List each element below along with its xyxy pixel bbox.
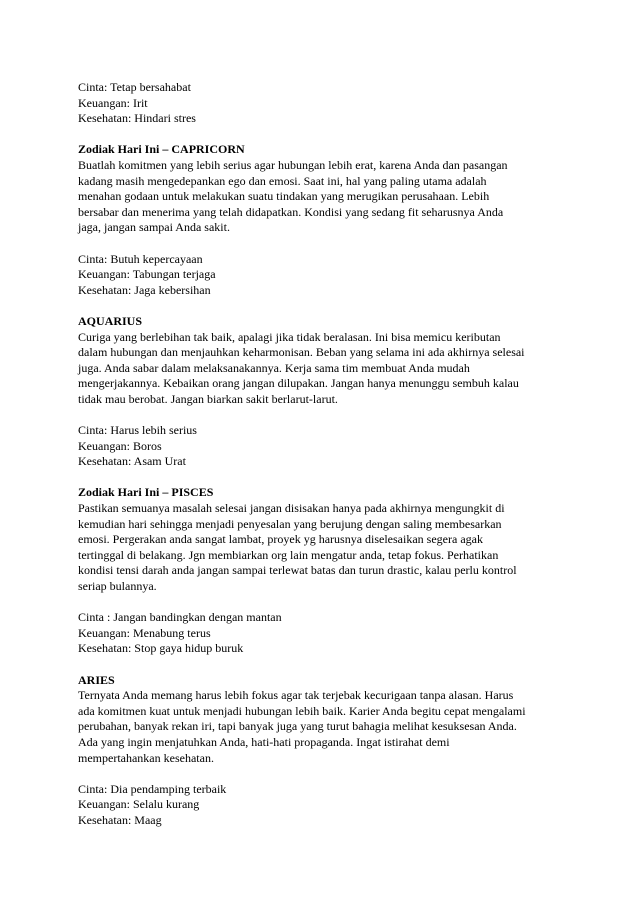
section-aries <box>78 673 568 767</box>
stat-love: Cinta: Dia pendamping terbaik <box>78 781 227 796</box>
body-line: emosi. Pergerakan anda sangat lambat, proyek yg harusnya diselesaikan segera agak <box>78 532 483 547</box>
body-line: Ternyata Anda memang harus lebih fokus agar tak terjebak kecurigaan tanpa alasan. Harus <box>78 688 514 703</box>
stat-finance: Keuangan: Selalu kurang <box>78 797 200 812</box>
body-line: jaga, jangan sampai Anda sakit. <box>78 220 230 235</box>
stat-love: Cinta: Tetap bersahabat <box>78 80 191 94</box>
body-line: kondisi tensi darah anda jangan sampai terlewat batas dan turun drastic, kalau perlu kontrol <box>78 563 517 578</box>
stat-love: Cinta : Jangan bandingkan dengan mantan <box>78 610 282 625</box>
section-heading: ARIES <box>78 672 115 687</box>
body-line: tertinggal di belakang. Jgn membiarkan org lain mengatur anda, tetap fokus. Perhatikan <box>78 547 499 562</box>
body-line: kemudian hari sehingga menjadi penyesalan yang berujung dengan saling membesarkan <box>78 516 502 531</box>
section-capricorn-stats <box>78 252 568 299</box>
document-page <box>78 80 568 829</box>
body-line: ada komitmen kuat untuk menjadi hubungan lebih baik. Karier Anda begitu cepat mengalami <box>78 703 526 718</box>
section-heading: AQUARIUS <box>78 313 143 328</box>
section-pisces-stats <box>78 610 568 657</box>
body-line: Pastikan semuanya masalah selesai jangan disisakan hanya pada akhirnya mengungkit di <box>78 501 505 516</box>
section-aquarius <box>78 314 568 408</box>
stat-love: Cinta: Harus lebih serius <box>78 423 197 438</box>
body-line: mempertahankan kesehatan. <box>78 750 214 765</box>
body-line: dalam hubungan dan menjauhkan keharmonisan. Beban yang selama ini ada akhirnya selesai <box>78 345 525 360</box>
body-line: perubahan, banyak rekan iri, tapi banyak juga yang turut bahagia melihat kesuksesan Anda. <box>78 719 517 734</box>
stat-health: Kesehatan: Jaga kebersihan <box>78 282 211 297</box>
stat-health: Kesehatan: Stop gaya hidup buruk <box>78 641 244 656</box>
section-heading: Zodiak Hari Ini – PISCES <box>78 485 214 500</box>
stat-finance: Keuangan: Irit <box>78 95 148 110</box>
body-line: kadang masih mengedepankan ego dan emosi. Saat ini, hal yang paling utama adalah <box>78 173 487 188</box>
stat-finance: Keuangan: Tabungan terjaga <box>78 267 216 282</box>
section-pisces <box>78 485 568 594</box>
section-intro-stats <box>78 80 568 127</box>
stat-health: Kesehatan: Asam Urat <box>78 454 186 469</box>
body-line: Ada yang ingin menjatuhkan Anda, hati-hati propaganda. Ingat istirahat demi <box>78 734 450 749</box>
body-line: seriap bulannya. <box>78 579 157 593</box>
stat-health: Kesehatan: Hindari stres <box>78 111 196 126</box>
body-line: menahan godaan untuk melakukan suatu tindakan yang merugikan perusahaan. Lebih <box>78 189 490 204</box>
body-line: mengerjakannya. Kebaikan orang jangan dilupakan. Jangan hanya menunggu sembuh kalau <box>78 376 519 391</box>
section-aries-stats <box>78 782 568 829</box>
body-line: Curiga yang berlebihan tak baik, apalagi jika tidak beralasan. Ini bisa memicu keributan <box>78 329 501 344</box>
stat-health: Kesehatan: Maag <box>78 812 162 827</box>
body-line: tidak mau berobat. Jangan biarkan sakit berlarut-larut. <box>78 391 338 406</box>
body-line: Buatlah komitmen yang lebih serius agar hubungan lebih erat, karena Anda dan pasangan <box>78 157 508 172</box>
stat-finance: Keuangan: Menabung terus <box>78 625 211 640</box>
body-line: bersabar dan menerima yang telah didapatkan. Kondisi yang sedang fit seharusnya Anda <box>78 204 504 219</box>
section-capricorn <box>78 142 568 236</box>
section-aquarius-stats <box>78 423 568 470</box>
section-heading: Zodiak Hari Ini – CAPRICORN <box>78 142 245 157</box>
body-line: juga. Anda sabar dalam melaksanakannya. Kerja sama tim membuat Anda mudah <box>78 360 470 375</box>
stat-finance: Keuangan: Boros <box>78 438 162 453</box>
stat-love: Cinta: Butuh kepercayaan <box>78 251 203 266</box>
